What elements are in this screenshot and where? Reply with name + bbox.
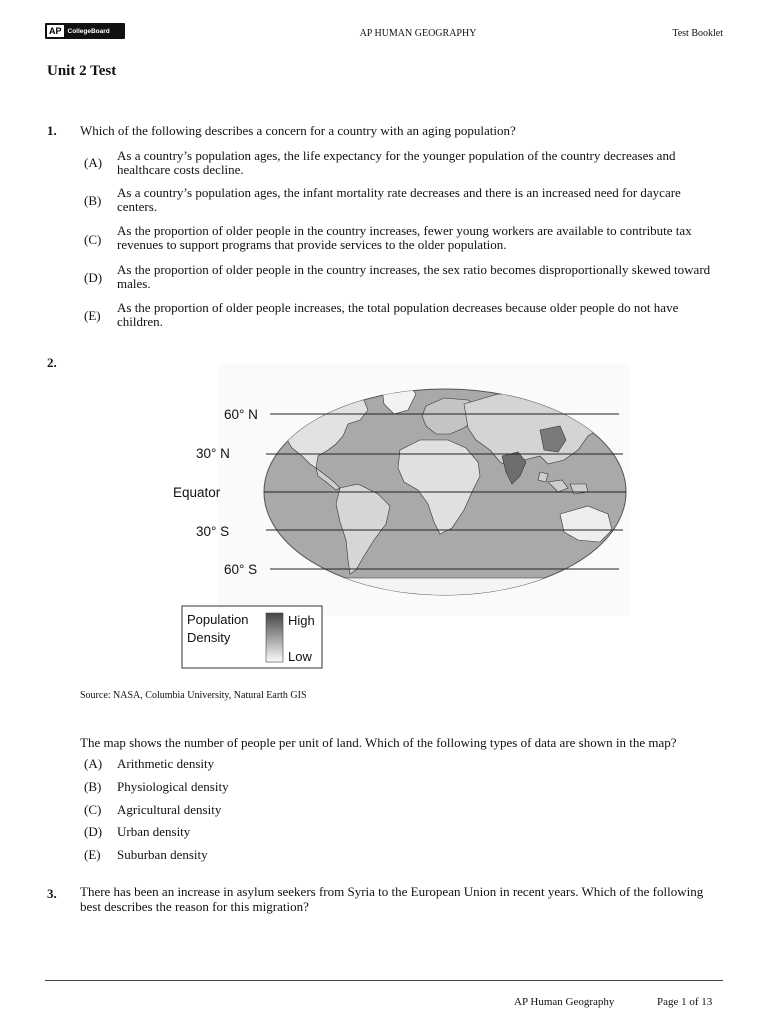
option-label: (D) — [84, 824, 103, 839]
option-label: (A) — [84, 756, 103, 771]
option-text: Suburban density — [117, 847, 208, 862]
option-text: Urban density — [117, 824, 191, 839]
option-label: (E) — [84, 847, 101, 862]
label-30n: 30° N — [196, 446, 230, 461]
footer-divider — [45, 980, 723, 981]
world-map-figure — [168, 364, 630, 674]
question-3-number: 3. — [47, 886, 57, 901]
question-3-text: There has been an increase in asylum seekers from Syria to the European Union in recent years. Which of the following best describes the reason for this migration? — [80, 884, 704, 914]
option-text: As the proportion of older people in the country increases, the sex ratio becomes disproportionally skewed toward males. — [117, 262, 711, 291]
logo-ap-mark: AP — [49, 26, 62, 36]
option-text: As a country’s population ages, the infant mortality rate decreases and there is an increased need for daycare centers. — [117, 185, 681, 214]
label-60n: 60° N — [224, 407, 258, 422]
option-text: As the proportion of older people in the country increases, fewer young workers are available to contribute tax revenues to support programs that provide services to the older population. — [117, 223, 692, 252]
option-text: Agricultural density — [117, 802, 222, 817]
header-booklet: Test Booklet — [672, 28, 723, 39]
question-2-text: The map shows the number of people per unit of land. Which of the following types of data are shown in the map? — [80, 735, 677, 750]
population-density-map — [168, 364, 630, 674]
question-1-number: 1. — [47, 123, 57, 138]
option-label: (B) — [84, 193, 102, 208]
option-label: (C) — [84, 232, 102, 247]
label-equator: Equator — [173, 485, 221, 500]
option-text: Physiological density — [117, 779, 229, 794]
option-text: As a country’s population ages, the life expectancy for the younger population of the country decreases and healthcare costs decline. — [117, 148, 676, 177]
option-label: (D) — [84, 270, 103, 285]
question-2-number: 2. — [47, 355, 57, 370]
legend-high: High — [288, 613, 315, 628]
option-label: (B) — [84, 779, 102, 794]
legend-title-line2: Density — [187, 630, 231, 645]
footer-subject: AP Human Geography — [514, 996, 615, 1008]
option-label: (C) — [84, 802, 102, 817]
header-subject: AP HUMAN GEOGRAPHY — [359, 28, 477, 39]
map-source-citation: Source: NASA, Columbia University, Natural Earth GIS — [80, 690, 307, 701]
map-legend — [182, 606, 322, 668]
option-label: (A) — [84, 155, 103, 170]
legend-low: Low — [288, 649, 312, 664]
legend-title-line1: Population — [187, 612, 249, 627]
option-text: As the proportion of older people increases, the total population decreases because older people do not have children. — [117, 300, 679, 329]
label-60s: 60° S — [224, 562, 258, 577]
legend-gradient-bar — [266, 613, 283, 662]
option-text: Arithmetic density — [117, 756, 215, 771]
question-1-text: Which of the following describes a concern for a country with an aging population? — [80, 123, 516, 138]
page-number: Page 1 of 13 — [657, 996, 713, 1008]
option-label: (E) — [84, 308, 101, 323]
label-30s: 30° S — [196, 524, 230, 539]
logo-collegeboard-text: CollegeBoard — [67, 27, 110, 35]
page-title: Unit 2 Test — [47, 63, 117, 79]
